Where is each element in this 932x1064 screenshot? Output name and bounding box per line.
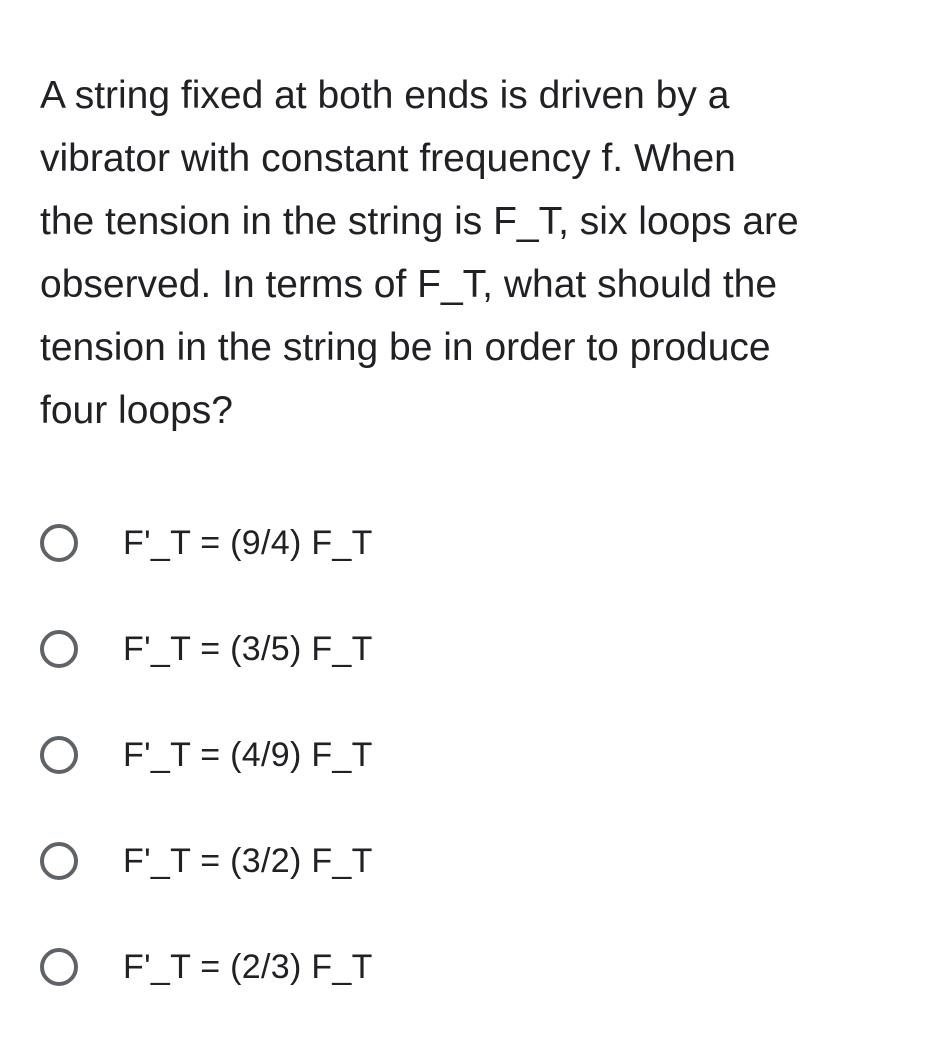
radio-button-icon[interactable] <box>40 736 78 774</box>
answer-options <box>40 490 900 1020</box>
answer-option-label[interactable]: F'_T = (3/2) F_T <box>123 841 373 880</box>
answer-option-4[interactable] <box>40 808 900 914</box>
answer-option-label[interactable]: F'_T = (4/9) F_T <box>123 735 373 774</box>
radio-button-icon[interactable] <box>40 948 78 986</box>
answer-option-label[interactable]: F'_T = (3/5) F_T <box>123 629 373 668</box>
radio-button-icon[interactable] <box>40 630 78 668</box>
question-line: observed. In terms of F_T, what should the <box>40 263 778 306</box>
answer-option-label[interactable]: F'_T = (2/3) F_T <box>123 947 373 986</box>
question-line: the tension in the string is F_T, six loops are <box>40 200 799 243</box>
question-line: A string fixed at both ends is driven by a <box>40 74 730 117</box>
radio-button-icon[interactable] <box>40 524 78 562</box>
question-line: four loops? <box>40 389 233 432</box>
question-line: vibrator with constant frequency f. When <box>40 137 736 180</box>
question-text <box>40 64 900 442</box>
question-line: tension in the string be in order to produce <box>40 326 771 369</box>
radio-button-icon[interactable] <box>40 842 78 880</box>
answer-option-5[interactable] <box>40 914 900 1020</box>
answer-option-2[interactable] <box>40 596 900 702</box>
answer-option-1[interactable] <box>40 490 900 596</box>
answer-option-3[interactable] <box>40 702 900 808</box>
answer-option-label[interactable]: F'_T = (9/4) F_T <box>123 523 373 562</box>
